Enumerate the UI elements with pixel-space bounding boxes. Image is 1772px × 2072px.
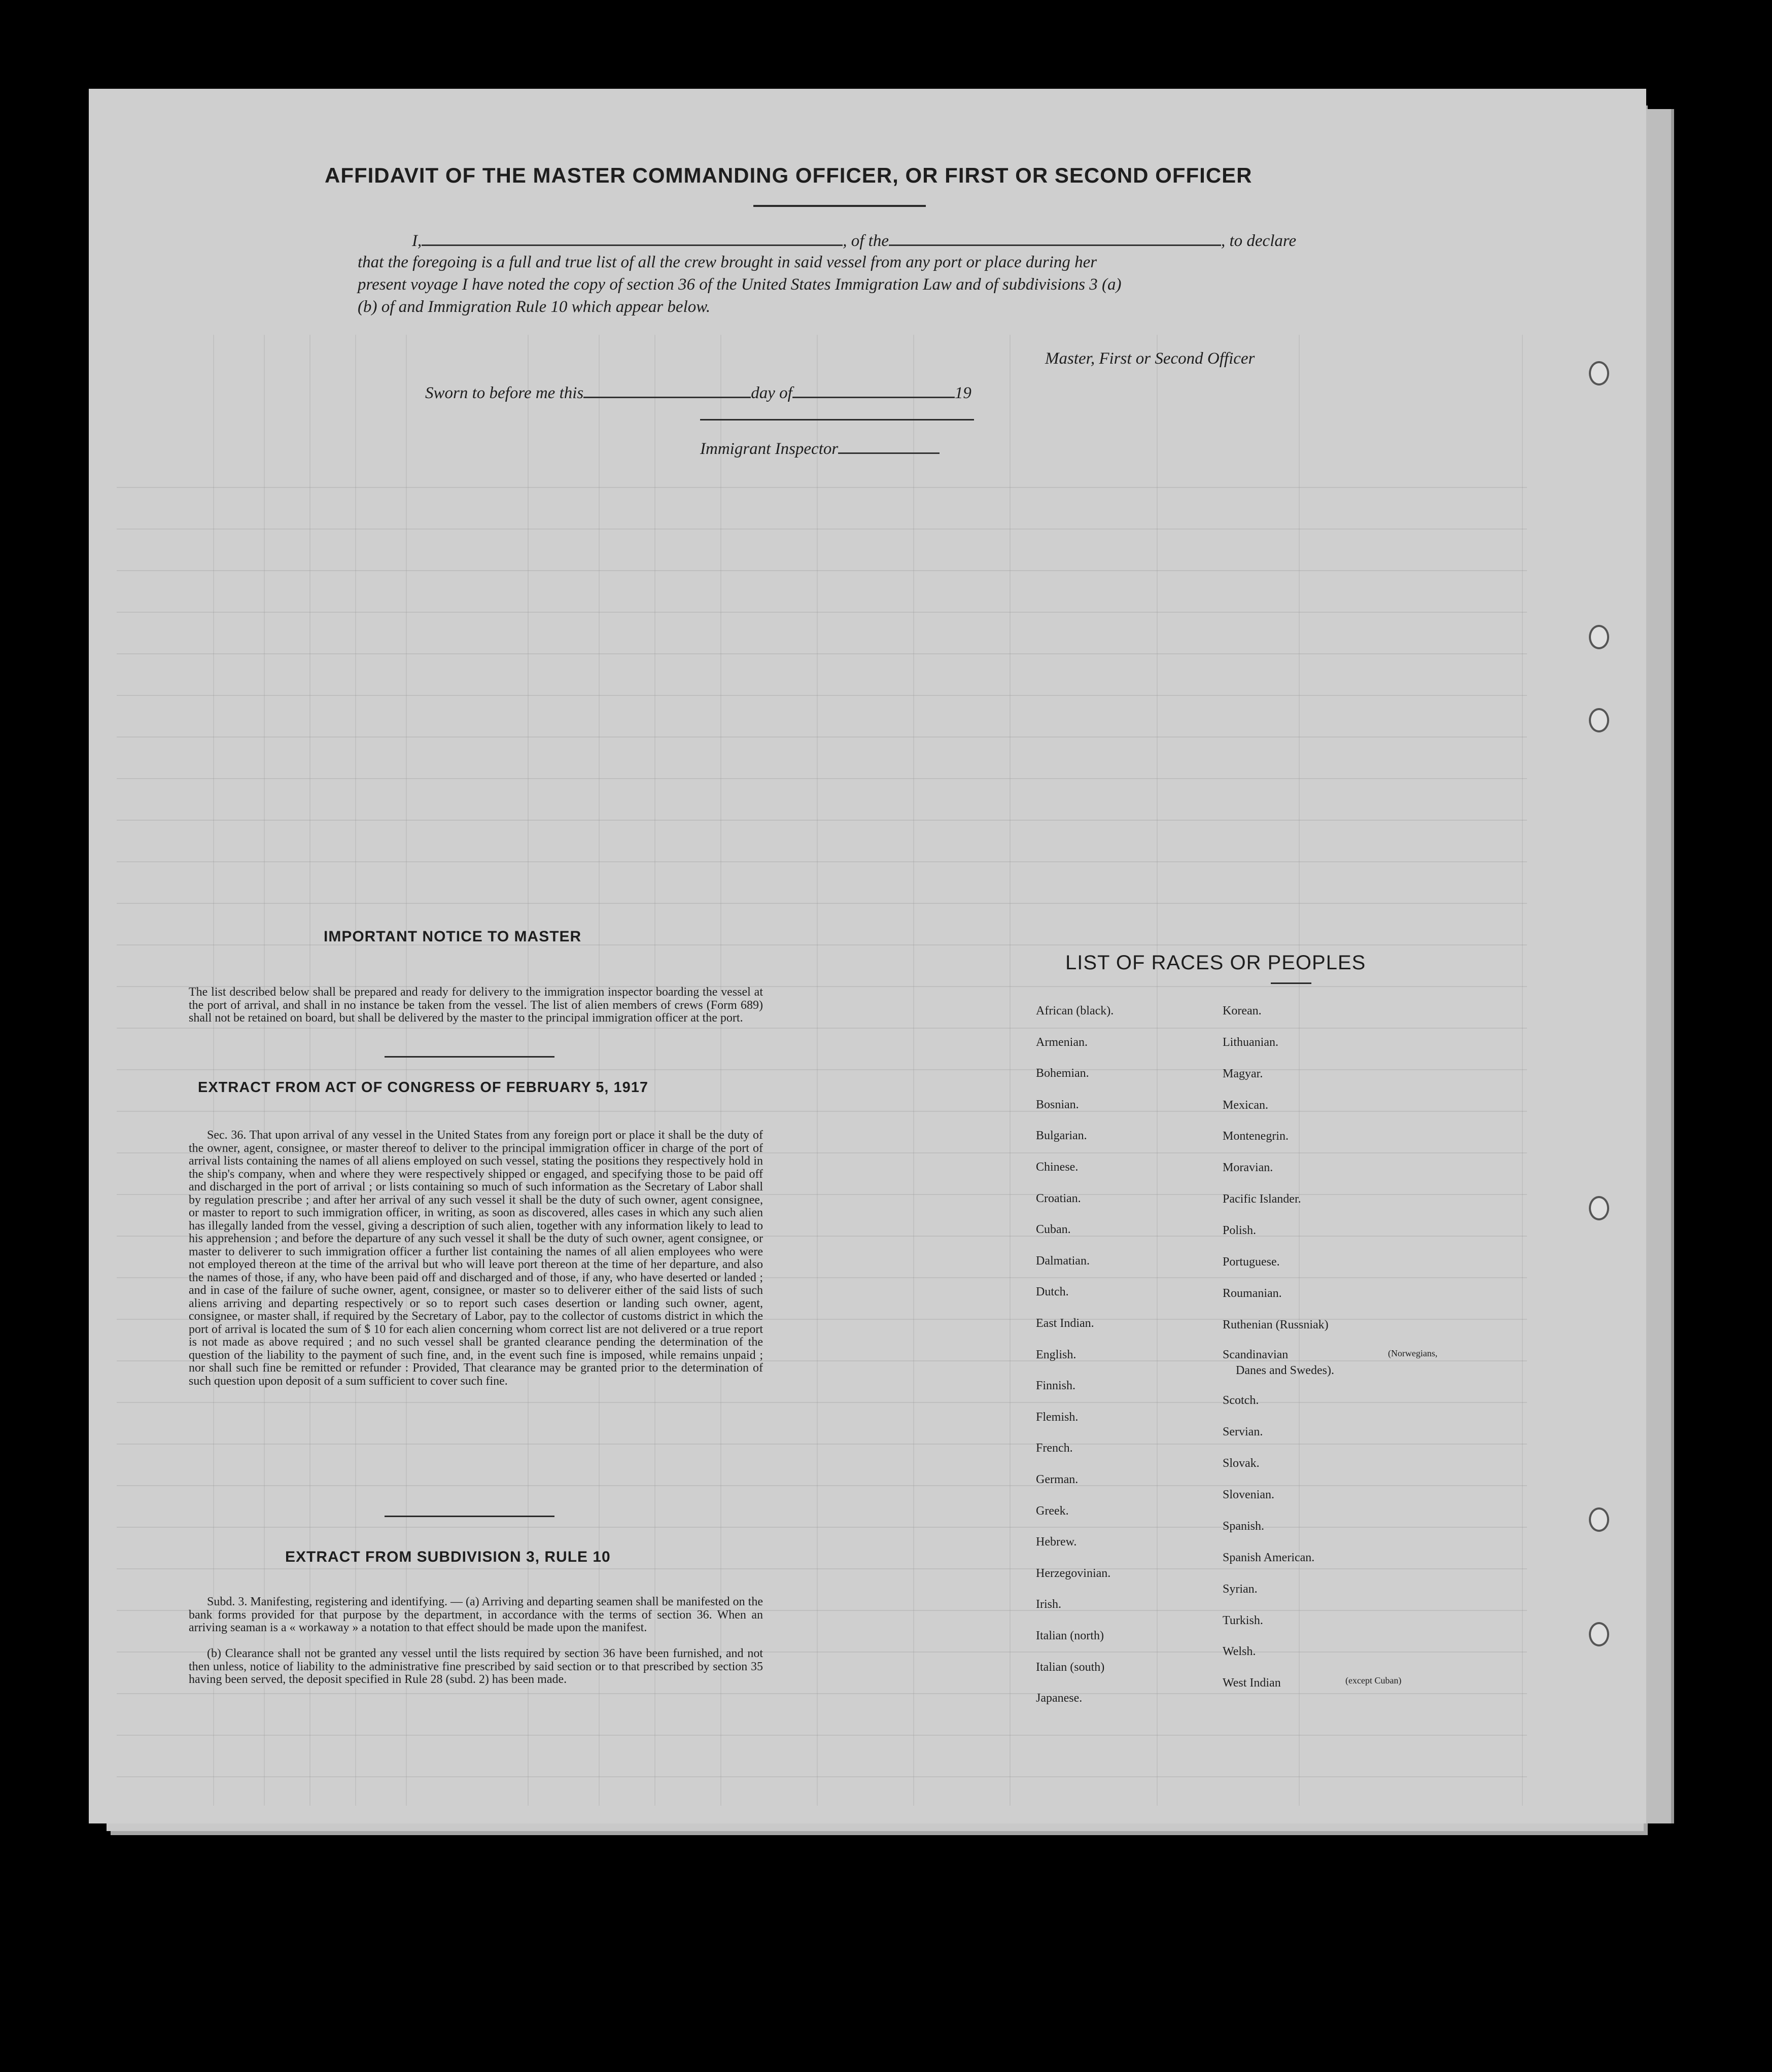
ghost-line — [1157, 335, 1158, 1806]
punch-hole — [1589, 1507, 1609, 1532]
races-title: LIST OF RACES OR PEOPLES — [1065, 952, 1366, 974]
west-indian-note: (except Cuban) — [1345, 1675, 1402, 1685]
sworn-month-blank[interactable] — [792, 381, 955, 398]
affidavit-line-1: I, , of the , to declare — [412, 229, 1296, 252]
race-item: Flemish. — [1036, 1410, 1079, 1424]
ghost-line — [654, 335, 655, 1806]
race-item: Herzegovinian. — [1036, 1566, 1111, 1580]
notice-rule — [385, 1056, 554, 1058]
race-item: West Indian — [1223, 1676, 1281, 1690]
race-item: Croatian. — [1036, 1191, 1081, 1205]
rule-text-a: Subd. 3. Manifesting, registering and identifying. — (a) Arriving and departing seamen shall be manifested on the bank forms provided for that purpose by the department, in accordance with the terms of section 36. When an arriving seaman is a « workaway » a notation to that effect should be made upon the manifest. — [189, 1595, 763, 1634]
act-text: Sec. 36. That upon arrival of any vessel in the United States from any foreign port or place it shall be the duty of the owner, agent, consignee, or master thereof to deliver to the principal immigration officer in charge of the port of arrival lists containing the names of all aliens employed on such vessel, stating the positions they respectively hold in the ship's company, when and where they were respectively shipped or engaged, and specifying those to be paid off and discharged in the port of arrival ; or lists containing so much of such information as the Secretary of Labor shall by regulation prescribe ; and after her arrival of any such vessel it shall be the duty of such owner, agent consignee, or master to report to such immigration officer, in writing, as soon as discovered, alles cases in which any such alien has illegally landed from the vessel, giving a description of such alien, together with any information likely to lead to his apprehension ; and before the departure of any such vessel it shall be the duty of such owner, agent consignee, or master to deliverer to such immigration officer a further list containing the names of all alien employees who were not employed thereon at the time of the arrival but who will leave port thereon at the time of her departure, and also the names of those, if any, who have been paid off and discharged and of those, if any, who have deserted or landed ; and in case of the failure of suche owner, agent, consignee, or master so to deliverer either of the said lists of such aliens arriving and departing respectively or so to report such cases desertion or landing such owner, agent, consignee, or master shall, if required by the Secretary of Labor, pay to the collector of customs district in which the port of arrival is located the sum of $ 10 for each alien concerning whom correct list are not delivered or a true report is not made as above required ; and no such vessel shall be granted clearance pending the determination of the question of the liability to the payment of such fine, and, in the event such fine is imposed, while remains unpaid ; nor shall such fine be remitted or refunder : Provided, That clearance may be granted prior to the determination of such question upon deposit of a sum sufficient to cover such fine. — [189, 1129, 763, 1388]
ghost-line — [117, 903, 1527, 904]
ghost-line — [117, 1568, 1527, 1569]
ghost-line — [913, 335, 914, 1806]
ghost-line — [599, 335, 600, 1806]
ghost-line — [117, 1028, 1527, 1029]
race-item: Slovak. — [1223, 1457, 1260, 1470]
ghost-line — [117, 1527, 1527, 1528]
race-item: Portuguese. — [1223, 1255, 1280, 1269]
race-item: Cuban. — [1036, 1223, 1071, 1237]
race-item: Roumanian. — [1223, 1287, 1282, 1300]
race-item: Spanish. — [1223, 1520, 1265, 1533]
ghost-line — [213, 335, 214, 1806]
ghost-line — [1522, 335, 1523, 1806]
race-item: African (black). — [1036, 1004, 1114, 1017]
scandinavian-note-2: Danes and Swedes). — [1236, 1364, 1334, 1377]
notice-text: The list described below shall be prepared and ready for delivery to the immigration inspector boarding the vessel at the port of arrival, and shall in no instance be taken from the vessel. The list of alien members of crews (Form 689) shall not be retained on board, but shall be delivered by the master to the principal immigration officer at the port. — [189, 986, 763, 1025]
name-blank[interactable] — [422, 229, 843, 246]
races-title-rule — [1271, 982, 1311, 984]
punch-hole — [1589, 625, 1609, 649]
race-item: German. — [1036, 1473, 1079, 1486]
vessel-blank[interactable] — [889, 229, 1221, 246]
race-item: Bohemian. — [1036, 1067, 1089, 1080]
race-item: Finnish. — [1036, 1379, 1076, 1393]
race-item: Hebrew. — [1036, 1535, 1077, 1549]
rule-heading: EXTRACT FROM SUBDIVISION 3, RULE 10 — [285, 1549, 611, 1565]
ghost-line — [117, 736, 1527, 738]
ghost-line — [355, 335, 356, 1806]
sworn-line: Sworn to before me this day of 19 — [425, 381, 971, 404]
ghost-line — [117, 612, 1527, 613]
race-item: Mexican. — [1223, 1099, 1268, 1112]
signature-label: Master, First or Second Officer — [1045, 349, 1255, 368]
race-item: Irish. — [1036, 1598, 1061, 1611]
race-item: Korean. — [1223, 1004, 1262, 1017]
ghost-line — [117, 1111, 1527, 1112]
notice-heading: IMPORTANT NOTICE TO MASTER — [324, 928, 582, 945]
race-item: Italian (north) — [1036, 1629, 1104, 1642]
punch-hole — [1589, 361, 1609, 385]
race-item: Spanish American. — [1223, 1551, 1315, 1564]
ghost-line — [309, 335, 310, 1806]
ghost-line — [117, 861, 1527, 862]
race-item: Armenian. — [1036, 1035, 1088, 1049]
act-heading: EXTRACT FROM ACT OF CONGRESS OF FEBRUARY 5, 1917 — [198, 1079, 649, 1096]
inspector-blank[interactable] — [838, 437, 940, 454]
race-item: French. — [1036, 1442, 1073, 1455]
ghost-line — [406, 335, 407, 1806]
race-item: Greek. — [1036, 1504, 1069, 1518]
race-item: Servian. — [1223, 1425, 1263, 1438]
race-item: Syrian. — [1223, 1583, 1258, 1596]
title-rule — [753, 205, 926, 207]
ghost-line — [117, 653, 1527, 654]
race-item: Dalmatian. — [1036, 1254, 1090, 1268]
ghost-line — [528, 335, 529, 1806]
sworn-day-blank[interactable] — [583, 381, 751, 398]
race-item: Lithuanian. — [1223, 1036, 1278, 1049]
scandinavian-note-1: (Norwegians, — [1388, 1348, 1438, 1358]
race-item: Bulgarian. — [1036, 1129, 1087, 1143]
ghost-line — [117, 1402, 1527, 1403]
ghost-line — [1299, 335, 1300, 1806]
affidavit-line-4: (b) of and Immigration Rule 10 which appear below. — [358, 298, 711, 316]
ghost-line — [117, 529, 1527, 530]
ghost-line — [720, 335, 721, 1806]
ghost-line — [117, 778, 1527, 779]
race-item: Montenegrin. — [1223, 1130, 1289, 1143]
race-item: Chinese. — [1036, 1161, 1079, 1174]
race-item: Welsh. — [1223, 1645, 1256, 1658]
ghost-line — [117, 1693, 1527, 1694]
race-item: Dutch. — [1036, 1285, 1069, 1299]
race-item: English. — [1036, 1348, 1076, 1361]
affidavit-title: AFFIDAVIT OF THE MASTER COMMANDING OFFICER, OR FIRST OR SECOND OFFICER — [325, 163, 1253, 187]
race-item: Polish. — [1223, 1224, 1257, 1237]
ghost-line — [117, 1776, 1527, 1777]
race-item: Bosnian. — [1036, 1098, 1079, 1111]
punch-hole — [1589, 708, 1609, 732]
race-item: Ruthenian (Russniak) — [1223, 1318, 1329, 1331]
act-rule — [385, 1516, 554, 1517]
ghost-line — [817, 335, 818, 1806]
ghost-line — [117, 1735, 1527, 1736]
race-item: Italian (south) — [1036, 1660, 1105, 1674]
race-item: Slovenian. — [1223, 1488, 1274, 1501]
ghost-line — [117, 487, 1527, 488]
punch-hole — [1589, 1196, 1609, 1220]
race-item: Scandinavian — [1223, 1348, 1289, 1361]
race-item: East Indian. — [1036, 1317, 1094, 1330]
race-item: Turkish. — [1223, 1614, 1263, 1627]
rule-text-b: (b) Clearance shall not be granted any vessel until the lists required by section 36 have been furnished, and not then unless, notice of liability to the administrative fine prescribed by said section or to that prescribed by section 35 having been served, the deposit specified in Rule 28 (subd. 2) has been made. — [189, 1647, 763, 1686]
stacked-page-edges — [1644, 109, 1674, 1823]
ghost-line — [117, 1485, 1527, 1486]
race-item: Japanese. — [1036, 1692, 1083, 1705]
inspector-signature-line — [700, 419, 974, 420]
ghost-line — [117, 695, 1527, 696]
affidavit-line-3: present voyage I have noted the copy of section 36 of the United States Immigration Law and of subdivisions 3 (a) — [358, 275, 1122, 294]
ghost-line — [117, 570, 1527, 571]
ghost-line — [117, 820, 1527, 821]
ghost-line — [264, 335, 265, 1806]
inspector-label: Immigrant Inspector — [700, 437, 940, 460]
punch-hole — [1589, 1622, 1609, 1646]
ghost-line — [1010, 335, 1011, 1806]
affidavit-line-2: that the foregoing is a full and true list of all the crew brought in said vessel from any port or place during her — [358, 253, 1097, 271]
ghost-line — [117, 1444, 1527, 1445]
race-item: Scotch. — [1223, 1394, 1259, 1407]
race-item: Moravian. — [1223, 1161, 1273, 1174]
race-item: Pacific Islander. — [1223, 1192, 1301, 1206]
ghost-line — [117, 1069, 1527, 1070]
race-item: Magyar. — [1223, 1067, 1263, 1080]
